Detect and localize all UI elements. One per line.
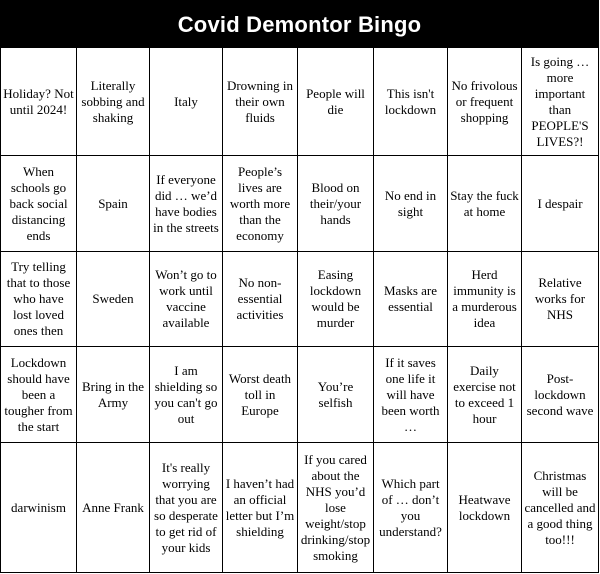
bingo-cell-text: darwinism — [11, 499, 66, 515]
bingo-cell-text: Bring in the Army — [81, 378, 145, 410]
bingo-cell — [150, 347, 223, 443]
bingo-cell-text: Spain — [98, 195, 128, 211]
bingo-cell — [223, 347, 298, 443]
bingo-cell — [1, 156, 77, 252]
bingo-cell-text: This isn't lockdown — [384, 85, 437, 117]
bingo-cell-text: Post-lockdown second wave — [526, 370, 594, 418]
bingo-cell — [77, 347, 150, 443]
bingo-cell-text: Easing lockdown would be murder — [309, 267, 362, 330]
bingo-cell-text: Lockdown should have been a tougher from the start — [4, 354, 73, 434]
bingo-cell — [1, 48, 77, 156]
bingo-cell — [298, 347, 374, 443]
bingo-cell — [223, 156, 298, 252]
bingo-cell-text: People will die — [306, 85, 365, 117]
bingo-cell-text: Herd immunity is a murderous idea — [452, 267, 517, 330]
bingo-cell — [522, 347, 598, 443]
bingo-cell — [522, 252, 598, 347]
bingo-cell-text: Stay the fuck at home — [450, 187, 519, 219]
bingo-cell-text: I am shielding so you can't go out — [154, 362, 218, 426]
bingo-cell — [448, 347, 522, 443]
bingo-cell-text: Holiday? Not until 2024! — [3, 85, 74, 117]
bingo-cell-text: When schools go back social distancing ends — [9, 163, 68, 243]
bingo-cell-text: I despair — [537, 195, 583, 211]
bingo-cell-text: Anne Frank — [82, 499, 144, 515]
bingo-cell-text: You’re selfish — [317, 378, 354, 410]
bingo-cell — [448, 156, 522, 252]
bingo-cell — [522, 48, 598, 156]
bingo-cell-text: Italy — [174, 93, 198, 109]
bingo-cell-text: Daily exercise not to exceed 1 hour — [453, 362, 516, 426]
bingo-cell-text: No frivolous or frequent shopping — [451, 77, 518, 125]
bingo-cell — [150, 48, 223, 156]
bingo-cell — [298, 252, 374, 347]
bingo-cell-text: If everyone did … we’d have bodies in the streets — [153, 171, 219, 235]
bingo-cell-text: If it saves one life it will have been worth … — [381, 354, 440, 434]
bingo-cell — [77, 252, 150, 347]
bingo-cell — [522, 443, 598, 572]
bingo-cell — [1, 252, 77, 347]
bingo-cell — [298, 156, 374, 252]
bingo-cell — [150, 443, 223, 572]
bingo-cell — [522, 156, 598, 252]
bingo-cell-text: Relative works for NHS — [534, 275, 586, 322]
bingo-cell — [150, 252, 223, 347]
bingo-cell-text: Drowning in their own fluids — [226, 77, 294, 125]
bingo-cell-text: I haven’t had an official letter but I’m shielding — [225, 475, 295, 539]
bingo-cell — [1, 347, 77, 443]
bingo-cell — [448, 443, 522, 572]
bingo-cell — [150, 156, 223, 252]
bingo-cell — [448, 48, 522, 156]
bingo-cell — [223, 48, 298, 156]
bingo-cell — [298, 443, 374, 572]
bingo-cell-text: Which part of … don’t you understand? — [379, 475, 442, 539]
bingo-cell-text: Heatwave lockdown — [458, 491, 511, 523]
bingo-cell-text: Masks are essential — [383, 283, 438, 314]
bingo-cell — [1, 443, 77, 572]
bingo-cell-text: Blood on their/your hands — [309, 179, 362, 227]
bingo-cell-text: No non-essential activities — [236, 275, 284, 322]
bingo-cell-text: Literally sobbing and shaking — [81, 77, 145, 125]
bingo-cell-text: If you cared about the NHS you’d lose weight/stop drinking/stop smoking — [300, 451, 371, 563]
bingo-cell-text: Sweden — [92, 291, 134, 306]
bingo-cell-text: No end in sight — [384, 187, 437, 219]
bingo-cell-text: It's really worrying that you are so desperate to get rid of your kids — [154, 459, 218, 555]
bingo-cell — [374, 156, 448, 252]
bingo-cell — [298, 48, 374, 156]
bingo-cell — [448, 252, 522, 347]
bingo-cell — [77, 443, 150, 572]
bingo-cell-text: People’s lives are worth more than the economy — [229, 163, 291, 243]
bingo-cell — [77, 48, 150, 156]
bingo-cell — [223, 443, 298, 572]
bingo-cell-text: Christmas will be cancelled and a good thing too!!! — [524, 467, 596, 547]
bingo-cell-text: Worst death toll in Europe — [228, 370, 292, 418]
bingo-title: Covid Demontor Bingo — [1, 1, 598, 48]
bingo-cell — [374, 443, 448, 572]
bingo-cell-text: Try telling that to those who have lost loved ones then — [6, 259, 71, 338]
bingo-cell — [223, 252, 298, 347]
bingo-cell — [374, 48, 448, 156]
bingo-cell — [77, 156, 150, 252]
bingo-cell — [374, 347, 448, 443]
bingo-cell-text: Won’t go to work until vaccine available — [155, 267, 217, 330]
bingo-cell-text: Is going … more important than PEOPLE'S LIVES?! — [530, 53, 590, 149]
bingo-cell — [374, 252, 448, 347]
bingo-grid — [1, 48, 598, 572]
